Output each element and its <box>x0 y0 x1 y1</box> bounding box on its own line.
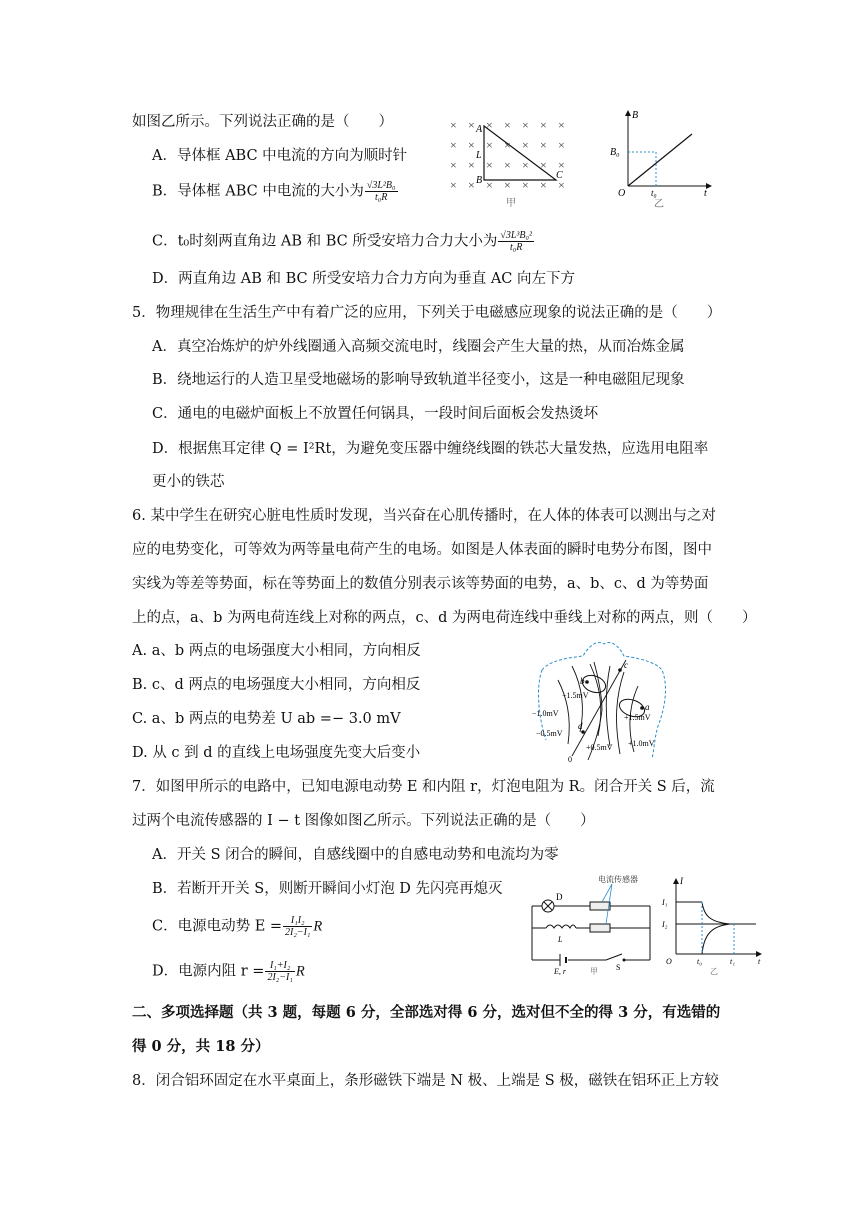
q4-option-b-fraction <box>365 180 398 203</box>
label-switch: S <box>616 963 621 972</box>
label-t1: t₁ <box>730 957 736 966</box>
figure-caption: 乙 <box>654 199 664 210</box>
q7-option-d-suffix: R <box>295 963 305 980</box>
q7-option-d <box>152 960 305 983</box>
q5-option-b: B．绕地运行的人造卫星受地磁场的影响导致轨道半径变小，这是一种电磁阻尼现象 <box>152 372 685 388</box>
svg-text:×: × <box>540 138 547 152</box>
q5-stem: 5．物理规律在生活生产中有着广泛的应用，下列关于电磁感应现象的说法正确的是（ ） <box>132 305 722 321</box>
fraction-denominator: t₀R <box>375 192 388 203</box>
svg-text:×: × <box>486 178 493 192</box>
label-d: d <box>578 721 583 731</box>
q4-option-a: A．导体框 ABC 中电流的方向为顺时针 <box>152 148 408 164</box>
q4-option-c <box>152 230 535 253</box>
svg-text:×: × <box>504 118 511 132</box>
svg-text:×: × <box>450 158 457 172</box>
label-t0: t₀ <box>697 957 703 966</box>
q4-option-c-text: C．t₀时刻两直角边 AB 和 BC 所受安培力合力大小为 <box>152 233 498 250</box>
q6-stem-2: 应的电势变化，可等效为两等量电荷产生的电场。如图是人体表面的瞬时电势分布图，图中 <box>132 542 712 558</box>
q5-option-d: D．根据焦耳定律 Q = I²Rt，为避免变压器中缠绕线圈的铁芯大量发热，应选用电阻率 <box>152 441 709 457</box>
label-t-axis: t <box>758 957 761 966</box>
label-b: b <box>580 676 585 686</box>
q7-stem-1: 7．如图甲所示的电路中，已知电源电动势 E 和内阻 r，灯泡电阻为 R。闭合开关 S 后，流 <box>132 779 715 795</box>
label-b0: B₀ <box>610 147 620 158</box>
svg-text:×: × <box>468 158 475 172</box>
fraction-numerator: √3L³B₀² <box>500 230 532 241</box>
section-2-heading-cont: 得 0 分，共 18 分） <box>132 1038 270 1055</box>
point-a <box>640 706 644 710</box>
label-i2: I₂ <box>662 920 668 929</box>
svg-text:×: × <box>522 158 529 172</box>
q4-option-c-fraction <box>498 230 534 253</box>
rise-curve <box>702 924 730 954</box>
label-plus-0-5: +0.5mV <box>586 743 613 752</box>
svg-text:×: × <box>468 178 475 192</box>
label-source: E, r <box>554 967 566 976</box>
fraction-numerator: I₁+I₂ <box>265 960 294 972</box>
q4-figure-yi <box>606 106 716 210</box>
label-lamp-d: D <box>556 892 563 902</box>
q6-option-a: A. a、b 两点的电场强度大小相同，方向相反 <box>132 643 421 659</box>
point-c <box>618 668 622 672</box>
label-sensor: 电流传感器 <box>598 875 638 884</box>
svg-text:×: × <box>468 118 475 132</box>
q8-stem: 8．闭合铝环固定在水平桌面上，条形磁铁下端是 N 极、上端是 S 极，磁铁在铝环正上方较 <box>132 1073 719 1089</box>
fraction-denominator: 2I₂−I₁ <box>267 972 293 983</box>
section-2-heading: 二、多项选择题（共 3 题，每题 6 分，全部选对得 6 分，选对但不全的得 3 分，有选错的 <box>132 1004 721 1021</box>
svg-text:×: × <box>558 118 565 132</box>
fraction-numerator: √3L²B₀ <box>366 180 396 191</box>
q7-it-figure <box>660 872 766 976</box>
label-inductor: L <box>558 935 563 944</box>
fraction-numerator: I₁I₂ <box>283 915 312 927</box>
svg-text:×: × <box>522 118 529 132</box>
switch-contact <box>623 959 626 962</box>
label-minus-1-5: −1.5mV <box>562 691 589 700</box>
svg-text:×: × <box>522 138 529 152</box>
q5-option-a: A．真空冶炼炉的炉外线圈通入高频交流电时，线圈会产生大量的热，从而冶炼金属 <box>152 339 685 355</box>
svg-text:×: × <box>450 178 457 192</box>
svg-text:×: × <box>450 138 457 152</box>
svg-text:×: × <box>540 158 547 172</box>
q7-option-a: A．开关 S 闭合的瞬间，自感线圈中的自感电动势和电流均为零 <box>152 847 559 863</box>
svg-text:×: × <box>558 178 565 192</box>
current-sensor-2 <box>590 924 610 932</box>
fraction-denominator: t₀R <box>509 242 523 253</box>
label-c: c <box>624 660 628 670</box>
q5-option-c: C．通电的电磁炉面板上不放置任何锅具，一段时间后面板会发热烫坏 <box>152 406 599 422</box>
figure-caption: 乙 <box>710 967 718 976</box>
label-plus-1-0: +1.0mV <box>628 739 655 748</box>
fraction-denominator: 2I₂−I₁ <box>285 927 311 938</box>
point-b <box>585 680 589 684</box>
svg-text:×: × <box>522 178 529 192</box>
svg-text:×: × <box>504 138 511 152</box>
q6-stem-1: 6. 某中学生在研究心脏电性质时发现，当兴奋在心肌传播时，在人体的体表可以测出与之对 <box>132 508 716 524</box>
figure-caption: 甲 <box>590 967 598 976</box>
label-a: A <box>476 124 483 135</box>
b-axis-arrow <box>625 110 631 116</box>
label-c: C <box>556 170 563 181</box>
label-minus-1-0: −1.0mV <box>532 709 559 718</box>
label-l: L <box>476 150 482 161</box>
q7-option-d-text: D．电源内阻 r = <box>152 963 265 980</box>
figure-caption: 甲 <box>506 198 516 209</box>
svg-text:×: × <box>486 118 493 132</box>
label-zero: 0 <box>568 755 572 764</box>
q7-option-b: B．若断开开关 S，则断开瞬间小灯泡 D 先闪亮再熄灭 <box>152 881 503 897</box>
svg-text:×: × <box>504 178 511 192</box>
q7-circuit-figure <box>526 872 656 976</box>
label-origin: O <box>666 957 672 966</box>
b-t-line <box>628 134 692 186</box>
q5-option-d-cont: 更小的铁芯 <box>152 474 225 490</box>
i-axis-arrow <box>673 878 679 884</box>
q7-stem-2: 过两个电流传感器的 I − t 图像如图乙所示。下列说法正确的是（ ） <box>132 813 595 829</box>
label-minus-0-5: −0.5mV <box>536 729 563 738</box>
svg-text:×: × <box>540 178 547 192</box>
label-i1: I₁ <box>662 898 668 907</box>
current-sensor-1 <box>590 902 610 910</box>
q6-stem-3: 实线为等差等势面，标在等势面上的数值分别表示该等势面的电势，a、b、c、d 为等势面 <box>132 576 709 592</box>
label-t-axis: t <box>704 188 707 199</box>
q6-stem-4: 上的点，a、b 为两电荷连线上对称的两点，c、d 为两电荷连线中垂线上对称的两点，则（ ） <box>132 610 757 626</box>
label-b-axis: B <box>632 110 639 121</box>
q6-option-c: C. a、b 两点的电势差 U ab =− 3.0 mV <box>132 711 401 727</box>
label-a: a <box>645 702 650 712</box>
q7-option-c <box>152 915 322 938</box>
label-b: B <box>476 175 483 186</box>
q6-option-b: B. c、d 两点的电场强度大小相同，方向相反 <box>132 677 421 693</box>
q6-potential-figure <box>528 636 678 764</box>
q7-option-c-text: C．电源电动势 E = <box>152 918 283 935</box>
label-plus-1-5: +1.5mV <box>624 713 651 722</box>
q4-option-b-text: B．导体框 ABC 中电流的大小为 <box>152 183 364 200</box>
q4-intro: 如图乙所示。下列说法正确的是（ ） <box>132 114 393 130</box>
svg-text:×: × <box>486 158 493 172</box>
svg-text:×: × <box>450 118 457 132</box>
svg-text:×: × <box>468 138 475 152</box>
q7-option-c-suffix: R <box>313 918 323 935</box>
label-t0: t₀ <box>651 188 657 198</box>
circuit-wires <box>532 906 650 960</box>
switch-lever <box>606 954 622 960</box>
svg-text:×: × <box>486 138 493 152</box>
svg-text:×: × <box>504 158 511 172</box>
q7-option-c-fraction <box>283 915 312 938</box>
triangle-frame <box>484 126 556 180</box>
magnetic-field-crosses <box>450 118 565 192</box>
svg-text:×: × <box>558 138 565 152</box>
svg-text:×: × <box>558 158 565 172</box>
t-axis-arrow <box>706 183 712 189</box>
q4-option-b <box>152 180 399 203</box>
q7-option-d-fraction <box>265 960 294 983</box>
inductor-coil <box>546 925 576 928</box>
q6-option-d: D. 从 c 到 d 的直线上电场强度先变大后变小 <box>132 745 421 761</box>
q4-option-d: D．两直角边 AB 和 BC 所受安培力合力方向为垂直 AC 向左下方 <box>152 271 575 287</box>
q4-figure-jia <box>446 112 586 212</box>
svg-text:×: × <box>540 118 547 132</box>
label-origin: O <box>618 188 626 199</box>
label-i-axis: I <box>680 876 683 886</box>
decay-curve <box>702 902 756 924</box>
